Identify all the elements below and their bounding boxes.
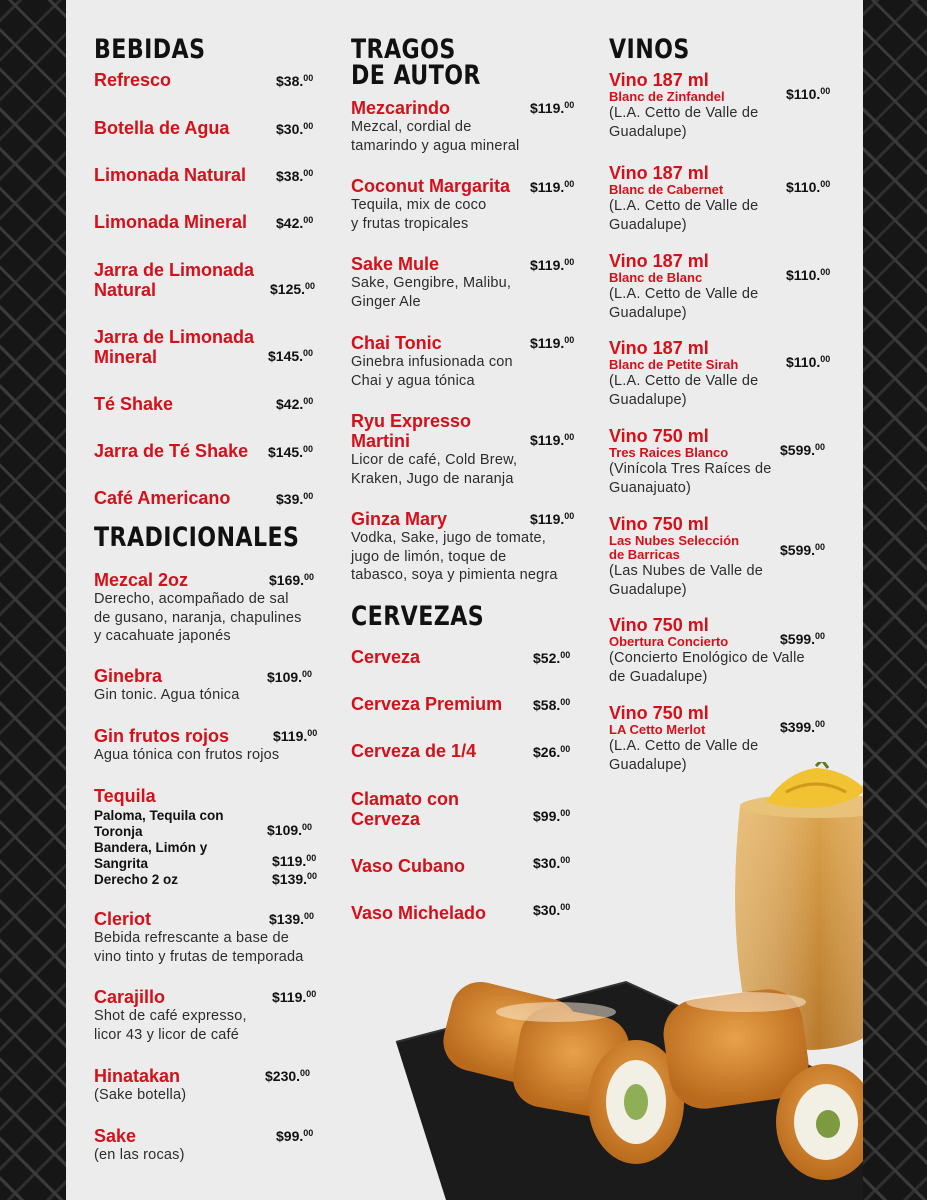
item-price: $119.00	[530, 179, 575, 195]
menu-item: Limonada Mineral	[94, 212, 248, 232]
item-price: $38.00	[276, 168, 314, 184]
menu-item: Vaso Cubano	[351, 856, 466, 876]
item-price: $110.00	[786, 267, 831, 283]
item-price: $119.00	[272, 989, 317, 1005]
item-price: $38.00	[276, 73, 314, 89]
menu-item: Limonada Natural	[94, 165, 247, 185]
menu-item: Vino 187 ml Blanc de Petite Sirah (L.A. Cetto de Valle de Guadalupe)	[609, 338, 759, 408]
section-title-vinos: VINOS	[609, 34, 690, 65]
menu-item: Cerveza Premium	[351, 694, 503, 714]
item-price: $125.00	[270, 281, 316, 297]
menu-item: Carajillo Shot de café expresso, licor 43 y licor de café	[94, 987, 247, 1043]
menu-item: Sake Mule Sake, Gengibre, Malibu, Ginger Ale	[351, 254, 512, 310]
item-price: $58.00	[533, 697, 571, 713]
item-price: $119.00	[530, 432, 575, 448]
item-price: $119.00	[530, 335, 575, 351]
menu-item: Café Americano	[94, 488, 231, 508]
item-price: $399.00	[780, 719, 826, 735]
option-price: $109.00	[267, 822, 313, 838]
section-title-tragos: TRAGOS	[351, 34, 456, 65]
option-label: Bandera, Limón y Sangrita	[94, 840, 208, 871]
menu-item: Vaso Michelado	[351, 903, 487, 923]
menu-item: Vino 750 ml Tres Raices Blanco (Vinícola Tres Raíces de Guanajuato)	[609, 426, 772, 496]
menu-item: Jarra de Limonada Mineral	[94, 327, 255, 367]
menu-item: Mezcal 2oz Derecho, acompañado de sal de gusano, naranja, chapulines y cacahuate japonés	[94, 570, 302, 644]
menu-item: Hinatakan (Sake botella)	[94, 1066, 187, 1103]
menu-item: Sake (en las rocas)	[94, 1126, 185, 1163]
menu-item: Tequila	[94, 786, 156, 806]
item-price: $52.00	[533, 650, 571, 666]
item-price: $145.00	[268, 348, 314, 364]
item-price: $599.00	[780, 631, 826, 647]
item-price: $599.00	[780, 442, 826, 458]
item-price: $110.00	[786, 354, 831, 370]
item-price: $42.00	[276, 396, 314, 412]
menu-item: Gin frutos rojos Agua tónica con frutos rojos	[94, 726, 280, 763]
menu-item: Ginebra Gin tonic. Agua tónica	[94, 666, 240, 703]
item-price: $30.00	[276, 121, 314, 137]
right-pattern-border	[863, 0, 927, 1200]
left-pattern-border	[0, 0, 70, 1200]
section-title-tradicionales: TRADICIONALES	[94, 522, 300, 553]
option-price: $139.00	[272, 871, 318, 887]
menu-item: Refresco	[94, 70, 172, 90]
menu-item: Cleriot Bebida refrescante a base de vino tinto y frutas de temporada	[94, 909, 304, 965]
item-price: $119.00	[530, 257, 575, 273]
item-price: $119.00	[530, 100, 575, 116]
menu-item: Vino 187 ml Blanc de Cabernet (L.A. Cetto de Valle de Guadalupe)	[609, 163, 759, 233]
item-price: $99.00	[276, 1128, 314, 1144]
menu-page	[66, 0, 863, 1200]
menu-item: Mezcarindo Mezcal, cordial de tamarindo y agua mineral	[351, 98, 520, 154]
menu-item: Clamato con Cerveza	[351, 789, 460, 829]
item-price: $39.00	[276, 491, 314, 507]
menu-item: Cerveza	[351, 647, 421, 667]
item-price: $169.00	[269, 572, 315, 588]
section-title-de-autor: DE AUTOR	[351, 60, 481, 91]
menu-item: Ginza Mary Vodka, Sake, jugo de tomate, jugo de limón, toque de tabasco, soya y pimienta negra	[351, 509, 558, 583]
menu-item: Cerveza de 1/4	[351, 741, 477, 761]
menu-item: Jarra de Limonada Natural	[94, 260, 255, 300]
option-price: $119.00	[272, 853, 317, 869]
food-drink-photo	[326, 762, 863, 1200]
item-price: $139.00	[269, 911, 315, 927]
item-price: $99.00	[533, 808, 571, 824]
item-price: $42.00	[276, 215, 314, 231]
item-price: $30.00	[533, 902, 571, 918]
menu-item: Té Shake	[94, 394, 174, 414]
item-price: $26.00	[533, 744, 571, 760]
option-label: Derecho 2 oz	[94, 872, 179, 887]
item-price: $110.00	[786, 179, 831, 195]
option-label: Paloma, Tequila con Toronja	[94, 808, 224, 839]
menu-item: Ryu Expresso Martini Licor de café, Cold Brew, Kraken, Jugo de naranja	[351, 411, 518, 487]
menu-item: Vino 187 ml Blanc de Blanc (L.A. Cetto de Valle de Guadalupe)	[609, 251, 759, 321]
item-price: $109.00	[267, 669, 313, 685]
item-price: $230.00	[265, 1068, 311, 1084]
menu-item: Vino 750 ml Las Nubes Selección de Barricas (Las Nubes de Valle de Guadalupe)	[609, 514, 764, 598]
section-title-bebidas: BEBIDAS	[94, 34, 206, 65]
menu-item: Vino 750 ml Obertura Concierto (Concierto Enológico de Valle de Guadalupe)	[609, 615, 805, 685]
menu-item: Botella de Agua	[94, 118, 230, 138]
item-price: $30.00	[533, 855, 571, 871]
menu-item: Vino 187 ml Blanc de Zinfandel (L.A. Cetto de Valle de Guadalupe)	[609, 70, 759, 140]
section-title-cervezas: CERVEZAS	[351, 601, 485, 632]
item-price: $599.00	[780, 542, 826, 558]
item-price: $110.00	[786, 86, 831, 102]
menu-item: Jarra de Té Shake	[94, 441, 249, 461]
menu-item: Vino 750 ml LA Cetto Merlot (L.A. Cetto de Valle de Guadalupe)	[609, 703, 759, 773]
item-price: $145.00	[268, 444, 314, 460]
item-price: $119.00	[273, 728, 318, 744]
menu-item: Coconut Margarita Tequila, mix de coco y frutas tropicales	[351, 176, 511, 232]
item-price: $119.00	[530, 511, 575, 527]
menu-item: Chai Tonic Ginebra infusionada con Chai y agua tónica	[351, 333, 513, 389]
